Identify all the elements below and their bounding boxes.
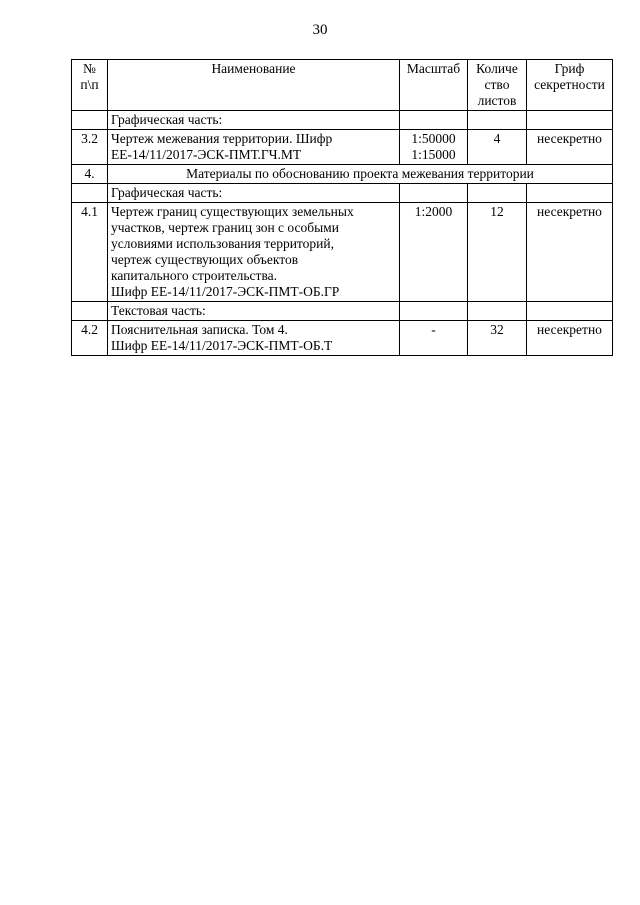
table-row — [72, 203, 613, 302]
row-grif — [527, 302, 613, 321]
section-title: Материалы по обоснованию проекта межевания территории — [108, 165, 613, 184]
row-name-line: Пояснительная записка. Том 4. — [111, 322, 288, 337]
row-name — [108, 130, 400, 165]
row-name-line: Шифр ЕЕ-14/11/2017-ЭСК-ПМТ-ОБ.ГР — [111, 284, 340, 299]
header-num: № п\п — [72, 60, 108, 111]
row-num — [72, 184, 108, 203]
row-num: 4.2 — [72, 321, 108, 356]
row-scale — [400, 203, 468, 302]
row-name-line: участков, чертеж границ зон с особыми — [111, 220, 339, 235]
row-grif: несекретно — [527, 203, 613, 302]
row-num — [72, 111, 108, 130]
header-grif: Гриф секретности — [527, 60, 613, 111]
row-name-line: условиями использования территорий, — [111, 236, 334, 251]
row-qty — [468, 302, 527, 321]
row-num: 3.2 — [72, 130, 108, 165]
row-qty: 12 — [468, 203, 527, 302]
table-body — [72, 111, 613, 356]
row-grif: несекретно — [527, 321, 613, 356]
table-header-row — [72, 60, 613, 111]
subheader-row — [72, 184, 613, 203]
section-row — [72, 165, 613, 184]
row-name-line: ЕЕ-14/11/2017-ЭСК-ПМТ.ГЧ.МТ — [111, 147, 302, 162]
row-scale — [400, 130, 468, 165]
row-scale — [400, 111, 468, 130]
subheader-label: Текстовая часть: — [108, 302, 400, 321]
row-grif — [527, 111, 613, 130]
row-grif: несекретно — [527, 130, 613, 165]
table-row — [72, 130, 613, 165]
row-num: 4. — [72, 165, 108, 184]
row-scale — [400, 302, 468, 321]
subheader-row — [72, 111, 613, 130]
page-number: 30 — [312, 22, 328, 38]
row-qty — [468, 184, 527, 203]
row-num — [72, 302, 108, 321]
row-qty: 32 — [468, 321, 527, 356]
row-scale-line: 1:15000 — [411, 147, 456, 162]
row-scale-line: 1:50000 — [411, 131, 456, 146]
header-scale: Масштаб — [400, 60, 468, 111]
header-name: Наименование — [108, 60, 400, 111]
row-qty: 4 — [468, 130, 527, 165]
row-name — [108, 203, 400, 302]
row-scale-line: 1:2000 — [414, 204, 453, 219]
row-name-line: чертеж существующих объектов — [111, 252, 299, 267]
row-name-line: Чертеж границ существующих земельных — [111, 204, 354, 219]
row-scale-line: - — [431, 322, 436, 337]
row-name-line: капитального строительства. — [111, 268, 278, 283]
table-row — [72, 321, 613, 356]
subheader-label: Графическая часть: — [108, 111, 400, 130]
documents-table — [71, 59, 613, 356]
row-name — [108, 321, 400, 356]
row-scale — [400, 321, 468, 356]
subheader-row — [72, 302, 613, 321]
row-name-line: Шифр ЕЕ-14/11/2017-ЭСК-ПМТ-ОБ.Т — [111, 338, 333, 353]
row-scale — [400, 184, 468, 203]
subheader-label: Графическая часть: — [108, 184, 400, 203]
row-qty — [468, 111, 527, 130]
row-grif — [527, 184, 613, 203]
header-qty: Количе ство листов — [468, 60, 527, 111]
row-name-line: Чертеж межевания территории. Шифр — [111, 131, 333, 146]
row-num: 4.1 — [72, 203, 108, 302]
